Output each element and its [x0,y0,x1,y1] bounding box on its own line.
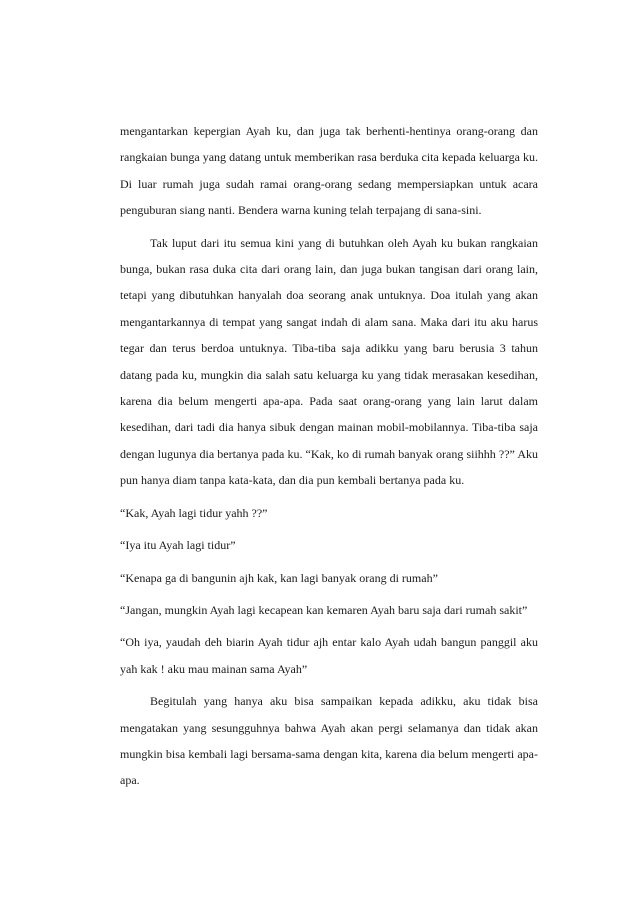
paragraph-funeral-scene: mengantarkan kepergian Ayah ku, dan juga tak berhenti-hentinya orang-orang dan rangkaian bunga yang datang untuk memberikan rasa berduka cita kepada keluarga ku. Di luar rumah juga sudah ramai orang-orang sedang mempersiapkan untuk acara penguburan siang nanti. Bendera warna kuning telah terpajang di sana-sini. [120,124,538,218]
dialogue-line: “Kak, Ayah lagi tidur yahh ??” [120,505,268,520]
dialogue-line: “Kenapa ga di bangunin ajh kak, kan lagi banyak orang di rumah” [120,570,438,585]
dialogue-line: “Oh iya, yaudah deh biarin Ayah tidur ajh entar kalo Ayah udah bangun panggil aku yah kak ! aku mau mainan sama Ayah” [120,635,538,676]
paragraph-prayer: Tak luput dari itu semua kini yang di butuhkan oleh Ayah ku bukan rangkaian bunga, bukan rasa duka cita dari orang lain, dan juga bukan tangisan dari orang lain, tetapi yang dibutuhkan hanyalah doa seorang anak untuknya. Doa itulah yang akan mengantarkannya di tempat yang sangat indah di alam sana. Maka dari itu aku harus tegar dan terus berdoa untuknya. Tiba-tiba saja adikku yang baru berusia 3 tahun datang pada ku, mungkin dia salah satu keluarga ku yang tidak merasakan kesedihan, karena dia belum mengerti apa-apa. Pada saat orang-orang yang lain larut dalam kesedihan, dari tadi dia hanya sibuk dengan mainan mobil-mobilannya. Tiba-tiba saja dengan lugunya dia bertanya pada ku. “Kak, ko di rumah banyak orang siihhh ??” Aku pun hanya diam tanpa kata-kata, dan dia pun kembali bertanya pada ku. [120,235,538,488]
dialogue-line: “Iya itu Ayah lagi tidur” [120,538,236,553]
paragraph-conclusion: Begitulah yang hanya aku bisa sampaikan kepada adikku, aku tidak bisa mengatakan yang sesungguhnya bahwa Ayah akan pergi selamanya dan tidak akan mungkin bisa kembali lagi bersama-sama dengan kita, karena dia belum mengerti apa-apa. [120,694,538,788]
page-body [120,118,538,800]
dialogue-line: “Jangan, mungkin Ayah lagi kecapean kan kemaren Ayah baru saja dari rumah sakit” [120,602,528,617]
